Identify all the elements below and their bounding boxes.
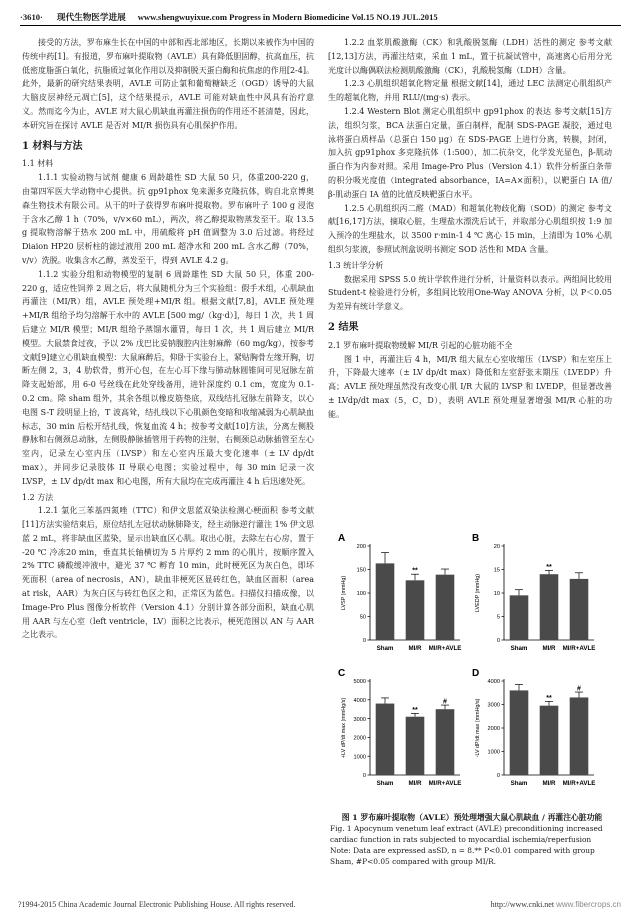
panel-label: A <box>338 533 346 544</box>
y-tick-label: 0 <box>362 773 366 780</box>
section-heading: 1.2 方法 <box>22 492 54 502</box>
bar <box>510 690 529 775</box>
significance-mark: ** <box>546 563 552 571</box>
significance-mark: # <box>443 698 447 706</box>
y-tick-label: 5000 <box>353 679 366 686</box>
journal-name: 现代生物医学进展 <box>56 12 126 22</box>
bar <box>376 704 395 775</box>
y-tick-label: 2000 <box>353 735 366 742</box>
figure-caption <box>330 812 614 867</box>
y-tick-label: 0 <box>496 773 500 780</box>
category-label: Sham <box>376 645 394 652</box>
significance-mark: ** <box>546 694 552 702</box>
y-tick-label: 3000 <box>487 702 500 709</box>
section-heading: 2.1 罗布麻叶提取物缓解 MI/R 引起的心脏功能不全 <box>328 340 513 350</box>
bar <box>570 697 589 775</box>
bar <box>510 595 529 640</box>
figure-1-charts <box>336 532 600 802</box>
y-tick-label: 3000 <box>353 716 366 723</box>
body-paragraph: 数据采用 SPSS 5.0 统计学软件进行分析，计量资料以表示。两组间比较用 Student-t 检验进行分析，多组间比较用One-Way ANOVA 分析，以 P＜0.05 为差异有统计学意义。 <box>328 274 612 312</box>
bar <box>406 717 425 775</box>
category-label: MI/R <box>542 645 556 652</box>
category-label: MI/R <box>408 645 422 652</box>
y-tick-label: 4000 <box>353 698 366 704</box>
y-tick-label: 1000 <box>353 754 366 761</box>
chart-panel-b <box>472 533 595 652</box>
y-axis-label: LVEDP (mmHg) <box>475 573 481 613</box>
footer-site-link[interactable]: http://www.cnki.net <box>490 900 555 909</box>
journal-citation: www.shengwuyixue.com Progress in Modern Biomedicine Vol.15 NO.19 JUL.2015 <box>137 12 438 22</box>
significance-mark: ** <box>412 567 418 575</box>
y-axis-label: +LV dP/dt max (mmHg/s) <box>341 697 347 759</box>
caption-chinese: 图 1 罗布麻叶提取物（AVLE）预处理增强大鼠心肌缺血 / 再灌注心脏功能 <box>341 813 603 822</box>
y-tick-label: 1000 <box>487 749 500 756</box>
category-label: MI/R+AVLE <box>562 780 596 787</box>
body-paragraph: 1.2.1 氯化三苯基四氮唑（TTC）和伊文思蓝双染法检测心梗面积 参考文献[11]方法实验结束后，原位结扎左冠状动脉肺降支，经主动脉逆行灌注 1% 伊文思蓝 2 mL，将非缺血区蓝染，显示出缺血区心肌。取出心脏，去除左右心房，置于 -20 ℃ 冷冻20 min，垂直其长轴横切为 5 片厚约 2 mm 的心肌片，按顺序置入 2% TTC 磷酸缓冲液中，避光 37 ℃ 孵育 10 min，此时梗死区为灰白色，即坏死面积（area of necrosis，AN），缺血非梗死区显砖红色，缺血区面积（area at risk，AAR）为灰白区与砖红色区之和，正常区为蓝色。扫描仪扫描成像，以 Image-Pro Plus 图像分析软件（Version 4.1）分别计算各部分面积，缺血心肌用 AAR 与左心室（left ventricle，LV）面积之比表示，梗死范围以 AN 与 AAR 之比表示。 <box>22 506 314 640</box>
significance-mark: ** <box>412 706 418 714</box>
body-paragraph: 图 1 中，再灌注后 4 h，MI/R 组大鼠左心室收缩压（LVSP）和左室压上升，下降最大速率（± LV dp/dt max）降低和左室舒张末期压（LVEDP）升高；AVLE 预处理虽然没有改变心肌 I/R 大鼠的 LVSP 和 LVEDP，但显著改善± LVdp/dt max（5，C，D），表明 AVLE 预处理显著增强 MI/R 心脏的功能。 <box>328 354 612 419</box>
body-paragraph: 1.2.3 心肌组织超氧化物定量 根据文献[14]，通过 LEC 法测定心肌组织产生的超氧化物，并用 RLU/(mg·s) 表示。 <box>328 79 612 103</box>
y-tick-label: 4000 <box>487 679 500 686</box>
body-paragraph: 接受的方法，罗布麻生长在中国的中部和西北部地区，长期以来被作为中国的传统中药[1]。有报道，罗布麻叶提取物（AVLE）具有降低胆固醇，抗高血压，抗低密度脂蛋白氧化，抗脂质过氧化作用以及抑制脱天蛋白酶和抗焦虑的作用[2-4]。此外，最新的研究结果表明，AVLE 可防止氯和葡萄糖缺乏（OGD）诱导的大鼠大脑皮层神经元凋亡[5]，这个结果提示，AVLE 可能对缺血性中风具有治疗意义。然而迄今为止，AVLE 对大鼠心肌缺血再灌注损伤的作用还不甚清楚，因此，本研究旨在探讨 AVLE 是否对 MI/R 损伤具有心肌保护作用。 <box>22 38 314 130</box>
panel-label: D <box>472 668 480 679</box>
category-label: MI/R <box>542 780 556 787</box>
y-tick-label: 10 <box>493 591 500 598</box>
y-tick-label: 0 <box>496 638 500 645</box>
y-tick-label: 0 <box>362 638 366 645</box>
significance-mark: # <box>577 685 581 693</box>
bar <box>540 574 559 640</box>
body-paragraph: 1.2.2 血浆肌酸激酶（CK）和乳酸脱氢酶（LDH）活性的测定 参考文献[12,13]方法，再灌注结束，采血 1 mL，置于抗凝试管中，高速离心后用分光光度计以酶偶联法检测肌酸激酶（CK），乳酸脱氢酶（LDH）含量。 <box>328 38 612 75</box>
chart-panel-a <box>338 533 461 652</box>
bar <box>406 580 425 640</box>
header-rule <box>20 25 621 26</box>
panel-label: C <box>338 668 346 679</box>
caption-note: Note: Data are expressed asSD, n = 8.** P<0.01 compared with group Sham, #P<0.05 compared with group MI/R. <box>330 846 595 866</box>
y-tick-label: 20 <box>493 544 500 551</box>
body-paragraph: 1.2.5 心肌组织丙二醛（MAD）和超氧化物歧化酶（SOD）的测定 参考文献[16,17]方法，摘取心脏，生理盐水漂洗后试干，并取部分心肌组织按 1:9 加入预冷的生理盐水，以 3500 r·min-1 4 ℃ 离心 15 min，上清即为 10% 心肌组织匀浆液，参照试剂盒说明书测定 SOD 活性和 MDA 含量。 <box>328 203 612 254</box>
bar <box>376 563 395 640</box>
footer-watermark: www.fibercrops.cn <box>556 900 621 909</box>
bar <box>540 706 559 775</box>
section-heading: 1 材料与方法 <box>22 140 83 152</box>
category-label: MI/R+AVLE <box>428 780 462 787</box>
section-heading: 1.1 材料 <box>22 159 54 169</box>
bar <box>570 579 589 640</box>
category-label: MI/R+AVLE <box>562 645 596 652</box>
category-label: MI/R+AVLE <box>428 645 462 652</box>
running-header <box>20 10 621 24</box>
bar <box>436 575 455 640</box>
footer-copyright: ?1994-2015 China Academic Journal Electronic Publishing House. All rights reserved. <box>18 900 296 909</box>
y-axis-label: LVSP (mmHg) <box>341 575 347 611</box>
body-paragraph: 1.1.1 实验动物与试剂 健康 6 周龄雄性 SD 大鼠 50 只，体重200-220 g，由第四军医大学动物中心提供。抗 gp91phox 兔来源多克隆抗体，购自北京博奥森生物技术有限公司。从干的叶子获得罗布麻叶提取物。罗布麻叶子 100 g 浸泡于含水乙醇 1 h（70%，v/v×60 mL），两次，将乙醇提取物蒸发至干。取 13.5 g 提取物溶解于热水 200 mL 中，用硫酸将 pH 值调整为 3.0 后过滤。将经过 Diaion HP20 层析柱的滤过液用 200 mL 超净水和 200 mL 含水乙醇（70%，v/v）洗脱。收集含水乙醇，蒸发至干，得到 AVLE 4.2 g。 <box>22 173 314 265</box>
category-label: Sham <box>376 780 394 787</box>
y-tick-label: 200 <box>356 544 366 551</box>
panel-label: B <box>472 533 480 544</box>
y-tick-label: 2000 <box>487 726 500 733</box>
caption-english: Fig. 1 Apocynum venetum leaf extract (AVLE) preconditioning increased cardiac function in rats subjected to myocardial ischemia/reperfusion <box>330 824 603 844</box>
y-tick-label: 50 <box>359 614 366 621</box>
chart-panel-c <box>338 668 461 787</box>
section-heading: 2 结果 <box>328 321 359 333</box>
category-label: MI/R <box>408 780 422 787</box>
category-label: Sham <box>510 780 528 787</box>
page-footer <box>18 900 621 909</box>
section-heading: 1.3 统计学分析 <box>328 260 384 270</box>
y-tick-label: 5 <box>496 614 500 621</box>
y-axis-label: -LV dP/dt max (mmHg/s) <box>475 698 481 758</box>
category-label: Sham <box>510 645 528 652</box>
chart-panel-d <box>472 668 595 787</box>
y-tick-label: 150 <box>356 567 366 574</box>
y-tick-label: 100 <box>356 591 366 598</box>
y-tick-label: 15 <box>493 567 500 574</box>
page-number: ·3610· <box>20 12 43 22</box>
left-column <box>22 36 314 886</box>
body-paragraph: 1.2.4 Western Blot 测定心肌组织中 gp91phox 的表达 参考文献[15]方法，组织匀浆，BCA 法蛋白定量，蛋白制样，配制 SDS-PAGE 凝胶，通过电泳将蛋白质样品（总蛋白 150 μg）在 SDS-PAGE 上进行分离，转膜，封闭，加入抗 gp91phox 多克隆抗体（1:500），加二抗杂交，化学发光显色，β-肌动蛋白作为内参对照。采用 Image-Pro Plus（Version 4.1）软件分析蛋白条带的积分吸光度值（integrated absorbance，IA=A×面积），以靶蛋白 IA 值/β-肌动蛋白 IA 值的比值反映靶蛋白水平。 <box>328 106 612 199</box>
body-paragraph: 1.1.2 实验分组和动物模型的复制 6 周龄雄性 SD 大鼠 50 只，体重 200-220 g，适应性饲养 2 周之后，将大鼠随机分为三个实验组：假手术组，心肌缺血再灌注（MI/R）组，AVLE 预处理+MI/R 组。根据文献[7,8]，AVLE 预处理+MI/R 组给予均匀溶解于水中的 AVLE [500 mg/（kg·d）]，每日 1 次，共 1 周后建立 MI/R 模型；MI/R 组给予蒸馏水灌胃，每日 1 次，共 1 周后建立 MI/R 模型。大鼠禁食过夜，予以 2% 戊巴比妥钠腹腔内注射麻醉（60 mg/kg），按参考文献[9]建立心肌缺血模型：大鼠麻醉后，仰卧于实验台上，紧贴胸骨左缘开胸，切断左侧 2，3，4 肋软骨，剪开心包，在左心耳下缘与肺动脉圆锥间可见冠脉左前降支起始部，用 6-0 号丝线在此处穿线备用，进针深度约 0.1 cm，宽度为 0.1-0.2 cm。除 sham 组外，其余各组以橡皮筋垫底，双线结扎冠脉左前降支，以心电图 S-T 段明显上抬，T 波高耸，结扎线以下心肌颜色变暗和收缩减弱为心肌缺血标志，30 min 后松开结扎线，恢复血流 4 h；按参考文献[10]方法，分离左侧股静脉和右侧颈总动脉，左侧股静脉插管用于药物的注射，右侧颈总动脉插管至左心室内，记录左心室内压（LVSP）和左心室内压最大变化速率（± LV dp/dt max），并同步记录肢体 II 导联心电图；实验过程中，每 30 min 记录一次 LVSP，± LV dp/dt max 和心电图，所有大鼠均在完成再灌注 4 h 后迅速处死。 <box>22 269 314 486</box>
bar <box>436 709 455 775</box>
